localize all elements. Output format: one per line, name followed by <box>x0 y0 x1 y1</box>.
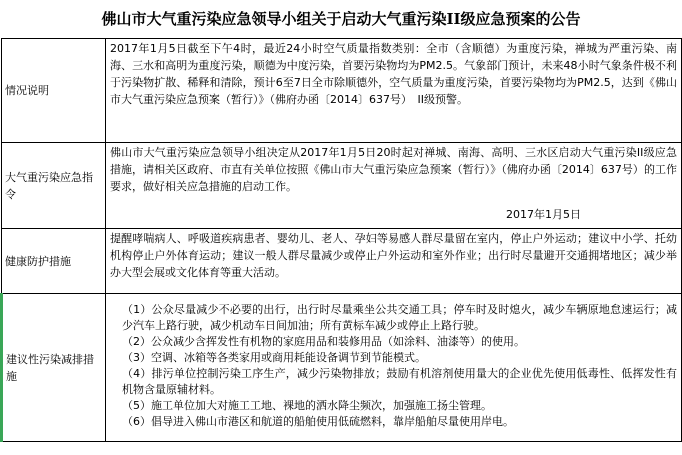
table-row <box>2 294 682 442</box>
list-item: （5）施工单位加大对施工工地、裸地的洒水降尘频次，加强施工扬尘管理。 <box>122 399 492 412</box>
situation-label: 情况说明 <box>5 84 49 97</box>
list-item: （6）倡导进入佛山市港区和航道的船舶使用低硫燃料，靠岸船舶尽量使用岸电。 <box>122 415 514 428</box>
list-item: （3）空调、冰箱等各类家用或商用耗能设备调节到节能模式。 <box>122 351 426 364</box>
row-label-cell <box>2 143 106 229</box>
directive-text: 佛山市大气重污染应急领导小组决定从2017年1月5日20时起对禅城、南海、高明、三水区启动大气重污染II级应急措施，请相关区政府、市直有关单位按照《佛山市大气重污染应急预案（暂行）》（佛府办函〔2014〕637号）的工作要求，做好相关应急措施的启动工作。 <box>110 146 677 193</box>
row-content-cell <box>106 229 682 294</box>
table-row <box>2 229 682 294</box>
health-label: 健康防护措施 <box>5 254 71 268</box>
page-title: 佛山市大气重污染应急领导小组关于启动大气重污染II级应急预案的公告 <box>101 10 581 28</box>
row-label-cell <box>2 294 106 442</box>
reduction-label: 建议性污染减排措施 <box>6 352 94 383</box>
directive-date: 2017年1月5日 <box>506 208 581 221</box>
notice-table <box>0 38 682 442</box>
situation-text: 2017年1月5日截至下午4时，最近24小时空气质量指数类别：全市（含顺德）为重度污染，禅城为严重污染、南海、三水和高明为重度污染，顺德为中度污染，首要污染物均为PM2.5。气象部门预计，未来48小时气象条件极不利于污染物扩散、稀释和清除，预计6至7日全市除顺德外，空气质量为重度污染，首要污染物均为PM2.5，达到《佛山市大气重污染应急预案（暂行）》（佛府办函〔2014〕637号） II级预警。 <box>110 42 677 106</box>
row-label-cell <box>2 39 106 143</box>
table-row <box>2 143 682 229</box>
directive-label: 大气重污染应急指令 <box>5 170 93 201</box>
row-content-cell <box>106 143 682 229</box>
table-row <box>2 39 682 143</box>
row-content-cell <box>106 294 682 442</box>
row-label-cell <box>2 229 106 294</box>
health-text: 提醒哮喘病人、呼吸道疾病患者、婴幼儿、老人、孕妇等易感人群尽量留在室内，停止户外运动；建议中小学、托幼机构停止户外体育运动；建议一般人群尽量减少或停止户外运动和室外作业；出行时尽量避开交通拥堵地区；减少举办大型会展或文化体育等重大活动。 <box>110 232 677 279</box>
row-content-cell <box>106 39 682 143</box>
list-item: （4）排污单位控制污染工序生产，减少污染物排放；鼓励有机溶剂使用量大的企业优先使用低毒性、低挥发性有机物含量原辅材料。 <box>122 367 677 396</box>
list-item: （1）公众尽量减少不必要的出行，出行时尽量乘坐公共交通工具；停车时及时熄火，减少车辆原地怠速运行；减少汽车上路行驶，减少机动车日间加油；所有黄标车减少或停止上路行驶。 <box>122 303 677 332</box>
list-item: （2）公众减少含挥发性有机物的家庭用品和装修用品（如涂料、油漆等）的使用。 <box>122 335 525 348</box>
reduction-list <box>106 294 681 430</box>
